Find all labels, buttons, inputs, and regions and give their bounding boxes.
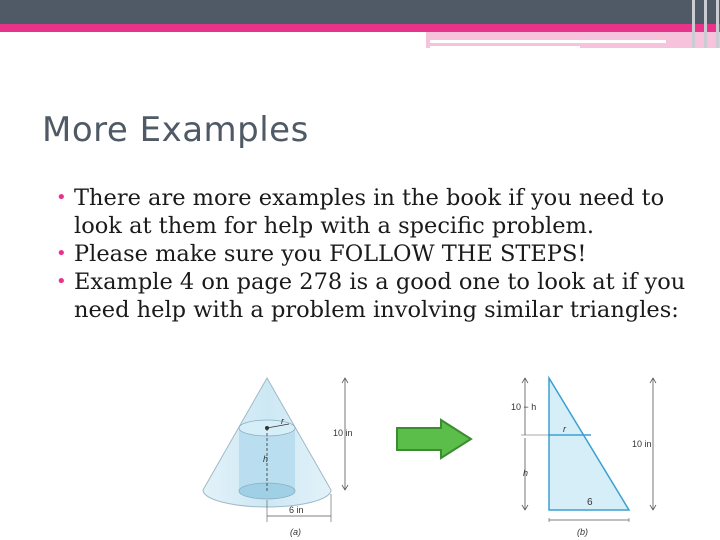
figure-cone-cylinder <box>195 372 370 540</box>
cone-base-label: 6 in <box>289 505 304 515</box>
figure-b-caption: (b) <box>577 527 588 537</box>
bullet-item: • There are more examples in the book if you need to look at them for help with a specific problem. <box>56 185 665 239</box>
header-accent-line-short <box>430 46 580 48</box>
figure-triangle <box>505 372 670 540</box>
cylinder-height-label: h <box>263 454 269 464</box>
figure-a-caption: (a) <box>290 527 301 537</box>
bullet-item: • Example 4 on page 278 is a good one to look at if you need help with a problem involving similar triangles: <box>56 269 686 323</box>
triangle-h-label: h <box>523 468 529 478</box>
slide-title: More Examples <box>42 110 309 150</box>
right-arrow-icon <box>395 418 475 460</box>
bullet-dot-icon: • <box>56 187 67 208</box>
triangle-top-label: 10 − h <box>511 402 537 412</box>
triangle-shape <box>549 378 629 510</box>
bullet-item: • Please make sure you FOLLOW THE STEPS! <box>56 241 587 267</box>
triangle-height-label: 10 in <box>632 439 652 449</box>
bullet-list <box>56 184 696 324</box>
bullet-dot-icon: • <box>56 243 67 264</box>
header-accent-line <box>430 40 666 43</box>
header-accent-stripe <box>0 24 720 32</box>
header-bar <box>0 0 720 24</box>
bullet-dot-icon: • <box>56 271 67 292</box>
header-decoration <box>692 0 720 48</box>
triangle-r-label: r <box>563 424 566 434</box>
cone-height-label: 10 in <box>333 428 353 438</box>
triangle-base-label: 6 <box>587 497 593 508</box>
cone-radius-label: r <box>281 416 284 426</box>
